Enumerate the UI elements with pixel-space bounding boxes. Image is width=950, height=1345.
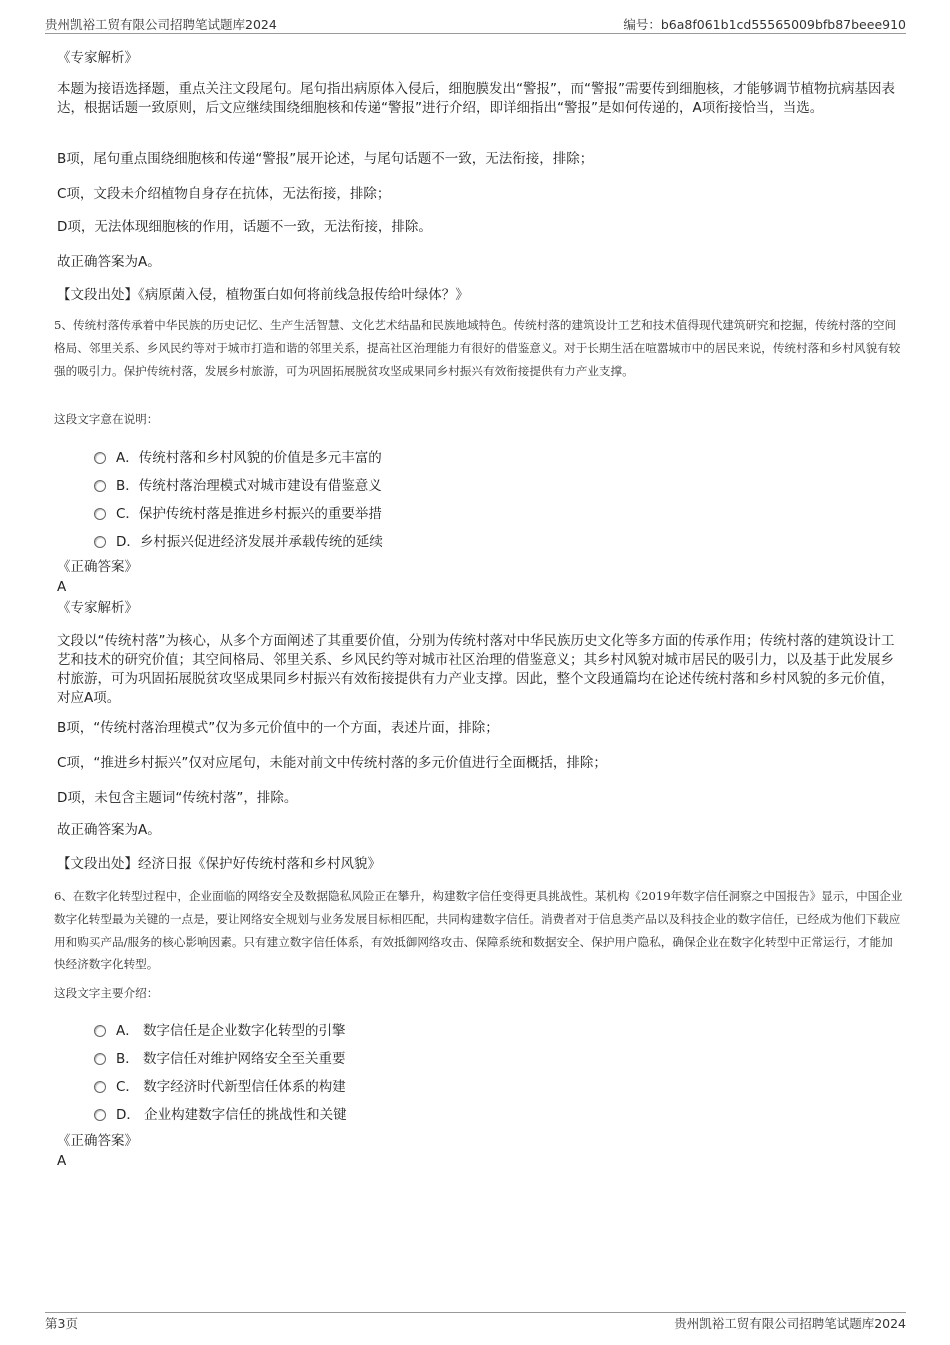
answer-value: A (57, 1153, 67, 1169)
answer-heading: 《正确答案》 (57, 559, 138, 575)
footer-title: 贵州凯裕工贸有限公司招聘笔试题库2024 (674, 1316, 906, 1331)
analysis-option-c: C项，文段未介绍植物自身存在抗体，无法衔接，排除； (57, 186, 391, 202)
answer-value: A (57, 579, 67, 595)
question-6-prompt: 这段文字主要介绍： (54, 986, 159, 1000)
radio-icon[interactable] (94, 480, 106, 492)
analysis-option-d: D项，无法体现细胞核的作用，话题不一致，无法衔接，排除。 (57, 219, 432, 235)
radio-icon[interactable] (94, 1053, 106, 1065)
radio-icon[interactable] (94, 1109, 106, 1121)
analysis-paragraph: 本题为接语选择题，重点关注文段尾句。尾句指出病原体入侵后，细胞膜发出“警报”，而“警报”需要传到细胞核，才能够调节植物抗病基因表达，根据话题一致原则，后文应继续围绕细胞核和传递“警报”进行介绍，即详细指出“警报”是如何传递的，A项衔接恰当，当选。 (57, 81, 895, 116)
option-label: C． 数字经济时代新型信任体系的构建 (116, 1079, 346, 1095)
analysis-option-d: D项，未包含主题词“传统村落”，排除。 (57, 790, 298, 806)
option-label: A．传统村落和乡村风貌的价值是多元丰富的 (116, 450, 382, 466)
radio-icon[interactable] (94, 452, 106, 464)
conclusion: 故正确答案为A。 (57, 822, 161, 838)
question-6-stem: 6、在数字化转型过程中，企业面临的网络安全及数据隐私风险正在攀升，构建数字信任变得更具挑战性。某机构《2019年数字信任洞察之中国报告》显示，中国企业数字化转型最为关键的一点是，要让网络安全规划与业务发展目标相匹配，共同构建数字信任。消费者对于信息类产品以及科技企业的数字信任，已经成为他们下载应用和购买产品/服务的核心影响因素。只有建立数字信任体系，有效抵御网络攻击、保障系统和数据安全、保护用户隐私，确保企业在数字化转型中正常运行，才能加快经济数字化转型。 (54, 889, 903, 972)
footer-divider (45, 1312, 906, 1313)
option-label: C．保护传统村落是推进乡村振兴的重要举措 (116, 506, 382, 522)
analysis-option-b: B项，尾句重点围绕细胞核和传递“警报”展开论述，与尾句话题不一致，无法衔接，排除； (57, 151, 594, 167)
expert-analysis-heading: 《专家解析》 (57, 600, 138, 616)
source-citation: 【文段出处】《病原菌入侵，植物蛋白如何将前线急报传给叶绿体？》 (57, 287, 469, 303)
radio-icon[interactable] (94, 536, 106, 548)
question-6-option-a[interactable] (94, 1019, 346, 1039)
radio-icon[interactable] (94, 508, 106, 520)
conclusion: 故正确答案为A。 (57, 254, 161, 270)
document-id: 编号：b6a8f061b1cd55565009bfb87beee910 (623, 17, 906, 32)
radio-icon[interactable] (94, 1025, 106, 1037)
expert-analysis-heading: 《专家解析》 (57, 50, 138, 66)
option-label: A． 数字信任是企业数字化转型的引擎 (116, 1023, 346, 1039)
radio-icon[interactable] (94, 1081, 106, 1093)
option-label: B．传统村落治理模式对城市建设有借鉴意义 (116, 478, 382, 494)
analysis-option-b: B项，“传统村落治理模式”仅为多元价值中的一个方面，表述片面，排除； (57, 720, 499, 736)
option-label: D．乡村振兴促进经济发展并承载传统的延续 (116, 534, 383, 550)
question-5-option-b[interactable] (94, 474, 382, 494)
question-6-option-d[interactable] (94, 1103, 347, 1123)
analysis-paragraph: 文段以“传统村落”为核心，从多个方面阐述了其重要价值，分别为传统村落对中华民族历史文化等多方面的传承作用；传统村落的建筑设计工艺和技术的研究价值；其空间格局、邻里关系、乡风民约等对城市社区治理的借鉴意义；其乡村风貌对城市居民的吸引力，以及基于此发展乡村旅游，可为巩固拓展脱贫攻坚成果同乡村振兴有效衔接提供有力产业支撑。因此，整个文段通篇均在论述传统村落和乡村风貌的多元价值，对应A项。 (57, 633, 895, 706)
question-6-option-b[interactable] (94, 1047, 346, 1067)
question-5-stem: 5、传统村落传承着中华民族的历史记忆、生产生活智慧、文化艺术结晶和民族地域特色。传统村落的建筑设计工艺和技术值得现代建筑研究和挖掘，传统村落的空间格局、邻里关系、乡风民约等对于城市打造和谐的邻里关系，提高社区治理能力有很好的借鉴意义。对于长期生活在喧嚣城市中的居民来说，传统村落和乡村风貌有较强的吸引力。保护传统村落，发展乡村旅游，可为巩固拓展脱贫攻坚成果同乡村振兴有效衔接提供有力产业支撑。 (54, 318, 901, 378)
analysis-option-c: C项，“推进乡村振兴”仅对应尾句，未能对前文中传统村落的多元价值进行全面概括，排除； (57, 755, 607, 771)
answer-heading: 《正确答案》 (57, 1133, 138, 1149)
page-number: 第3页 (45, 1316, 78, 1331)
header-divider (45, 33, 906, 34)
question-5-option-a[interactable] (94, 446, 382, 466)
question-5-option-c[interactable] (94, 502, 382, 522)
source-citation: 【文段出处】经济日报《保护好传统村落和乡村风貌》 (57, 856, 381, 872)
option-label: D． 企业构建数字信任的挑战性和关键 (116, 1107, 347, 1123)
question-6-option-c[interactable] (94, 1075, 346, 1095)
question-5-prompt: 这段文字意在说明： (54, 412, 159, 426)
option-label: B． 数字信任对维护网络安全至关重要 (116, 1051, 346, 1067)
header-title: 贵州凯裕工贸有限公司招聘笔试题库2024 (45, 17, 277, 32)
question-5-option-d[interactable] (94, 530, 383, 550)
